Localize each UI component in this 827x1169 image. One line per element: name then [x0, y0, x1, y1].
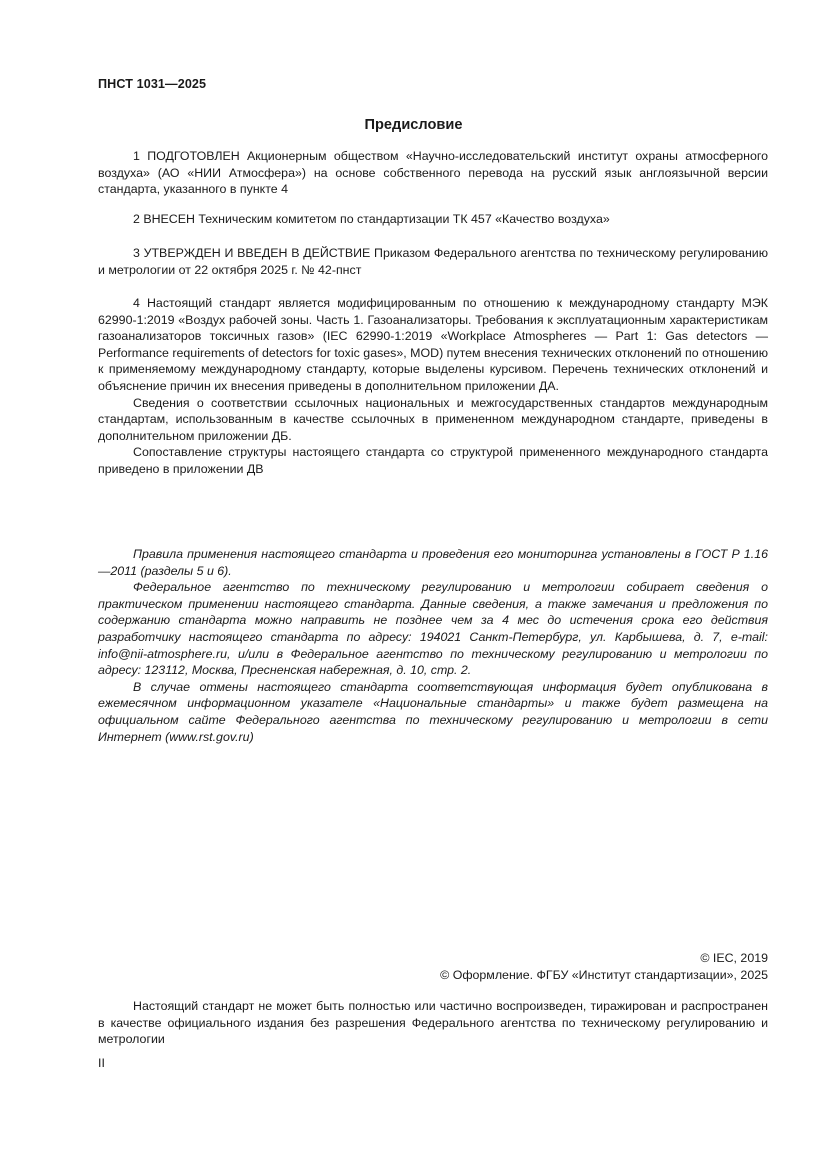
reproduction-notice-text: Настоящий стандарт не может быть полностью или частично воспроизведен, тиражирован и распространен в качестве официального издания без разрешения Федерального агентства по техническому регулированию и метрологии	[98, 999, 768, 1047]
paragraph-structure-comparison: Сопоставление структуры настоящего стандарта со структурой примененного международного стандарта приведено в приложении ДВ	[98, 445, 768, 476]
copyright-iec: © IEC, 2019	[700, 951, 768, 965]
cancellation-note: В случае отмены настоящего стандарта соответствующая информация будет опубликована в ежемесячном информационном указателе «Национальные стандарты» и также будет размещена на официальном сайте Федерального агентства по техническому регулированию и метрологии в сети Интернет (www.rst.gov.ru)	[98, 679, 768, 744]
reproduction-notice	[98, 998, 768, 1048]
foreword-item-4	[98, 295, 768, 478]
section-title: Предисловие	[364, 117, 463, 133]
foreword-item-2	[98, 211, 768, 228]
document-code: ПНСТ 1031—2025	[98, 77, 207, 91]
paragraph-submitted: 2 ВНЕСЕН Техническим комитетом по стандартизации ТК 457 «Качество воздуха»	[133, 212, 610, 226]
paragraph-prepared: 1 ПОДГОТОВЛЕН Акционерным обществом «Научно-исследовательский институт охраны атмосферного воздуха» (АО «НИИ Атмосфера») на основе собственного перевода на русский язык англоязычной версии стандарта, указанного в пункте 4	[98, 149, 768, 197]
paragraph-approved: 3 УТВЕРЖДЕН И ВВЕДЕН В ДЕЙСТВИЕ Приказом Федерального агентства по техническому регулированию и метрологии от 22 октября 2025 г. № 42-пнст	[98, 246, 768, 277]
copyright-block	[440, 950, 768, 984]
application-rules-notice	[98, 546, 768, 745]
copyright-design: © Оформление. ФГБУ «Институт стандартизации», 2025	[440, 968, 768, 982]
rules-note: Правила применения настоящего стандарта и проведения его мониторинга установлены в ГОСТ Р 1.16—2011 (разделы 5 и 6).	[98, 547, 768, 578]
paragraph-reference-standards: Сведения о соответствии ссылочных национальных и межгосударственных стандартов международным стандартам, использованным в качестве ссылочных в примененном международном стандарте, приведены в дополнительном приложении ДБ.	[98, 395, 768, 443]
page-number: II	[98, 1056, 105, 1070]
paragraph-modified-standard: 4 Настоящий стандарт является модифицированным по отношению к международному стандарту МЭК 62990-1:2019 «Воздух рабочей зоны. Часть 1. Газоанализаторы. Требования к эксплуатационным характеристикам газоанализаторов токсичных газов» (IEC 62990-1:2019 «Workplace Atmospheres — Part 1: Gas detectors — Performance requirements of detectors for toxic gases», MOD) путем внесения технических отклонений по отношению к применяемому международному стандарту, которые выделены курсивом. Перечень технических отклонений и объяснение причин их внесения приведены в дополнительном приложении ДА.	[98, 296, 768, 393]
agency-feedback-note: Федеральное агентство по техническому регулированию и метрологии собирает сведения о практическом применении настоящего стандарта. Данные сведения, а также замечания и предложения по содержанию стандарта можно направить не позднее чем за 4 мес до истечения срока его действия разработчику настоящего стандарта по адресу: 194021 Санкт-Петербург, ул. Карбышева, д. 7, e-mail: info@nii-atmosphere.ru, и/или в Федеральное агентство по техническому регулированию и метрологии по адресу: 123112, Москва, Пресненская набережная, д. 10, стр. 2.	[98, 580, 768, 678]
foreword-item-1	[98, 148, 768, 198]
foreword-item-3	[98, 245, 768, 278]
